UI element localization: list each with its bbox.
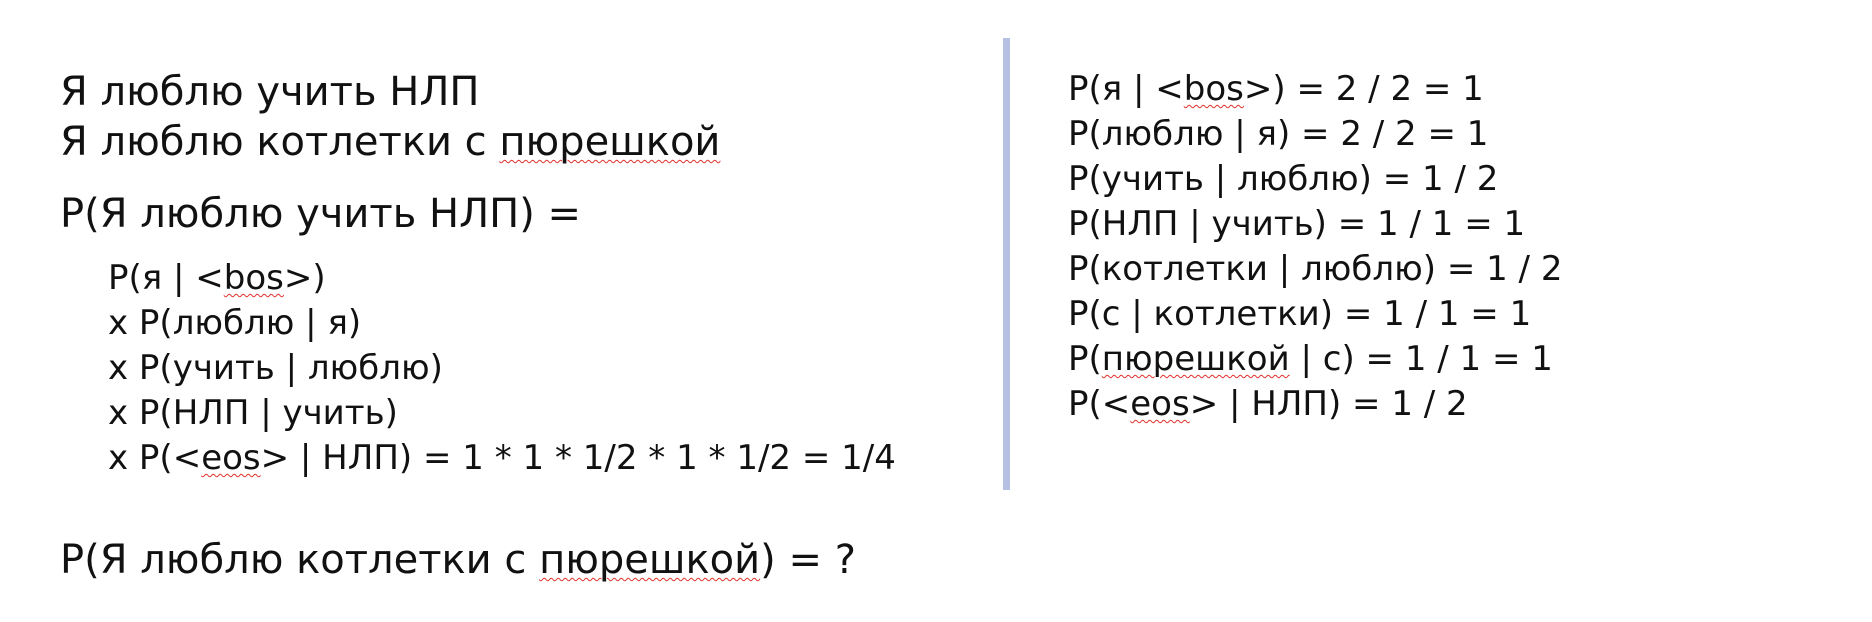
factor-line: x P(учить | люблю) [108, 348, 443, 388]
bigram-line: P(я | <bos>) = 2 / 2 = 1 [1068, 69, 1484, 109]
vertical-divider [1003, 38, 1010, 490]
bigram-line: P(пюрешкой | с) = 1 / 1 = 1 [1068, 339, 1553, 379]
sentence-2: Я люблю котлетки с пюрешкой [60, 119, 721, 165]
factor-line: x P(люблю | я) [108, 303, 362, 343]
bigram-line: P(люблю | я) = 2 / 2 = 1 [1068, 114, 1489, 154]
sentence-1: Я люблю учить НЛП [60, 69, 480, 115]
spellcheck-flag: eos [201, 438, 261, 478]
bigram-line: P(учить | люблю) = 1 / 2 [1068, 159, 1499, 199]
bigram-line: P(котлетки | люблю) = 1 / 2 [1068, 249, 1563, 289]
spellcheck-flag: пюрешкой [539, 537, 761, 583]
probability-heading: P(Я люблю учить НЛП) = [60, 191, 582, 237]
factor-line: x P(<eos> | НЛП) = 1 * 1 * 1/2 * 1 * 1/2 = 1/4 [108, 438, 896, 478]
bigram-line: P(<eos> | НЛП) = 1 / 2 [1068, 384, 1468, 424]
factor-line: P(я | <bos>) [108, 258, 326, 298]
spellcheck-flag: bos [1183, 69, 1244, 109]
bigram-line: P(с | котлетки) = 1 / 1 = 1 [1068, 294, 1532, 334]
question-line: P(Я люблю котлетки с пюрешкой) = ? [60, 537, 856, 583]
spellcheck-flag: eos [1130, 384, 1190, 424]
spellcheck-flag: bos [223, 258, 284, 298]
factor-line: x P(НЛП | учить) [108, 393, 398, 433]
spellcheck-flag: пюрешкой [1101, 339, 1290, 379]
spellcheck-flag: пюрешкой [499, 119, 721, 165]
bigram-line: P(НЛП | учить) = 1 / 1 = 1 [1068, 204, 1526, 244]
